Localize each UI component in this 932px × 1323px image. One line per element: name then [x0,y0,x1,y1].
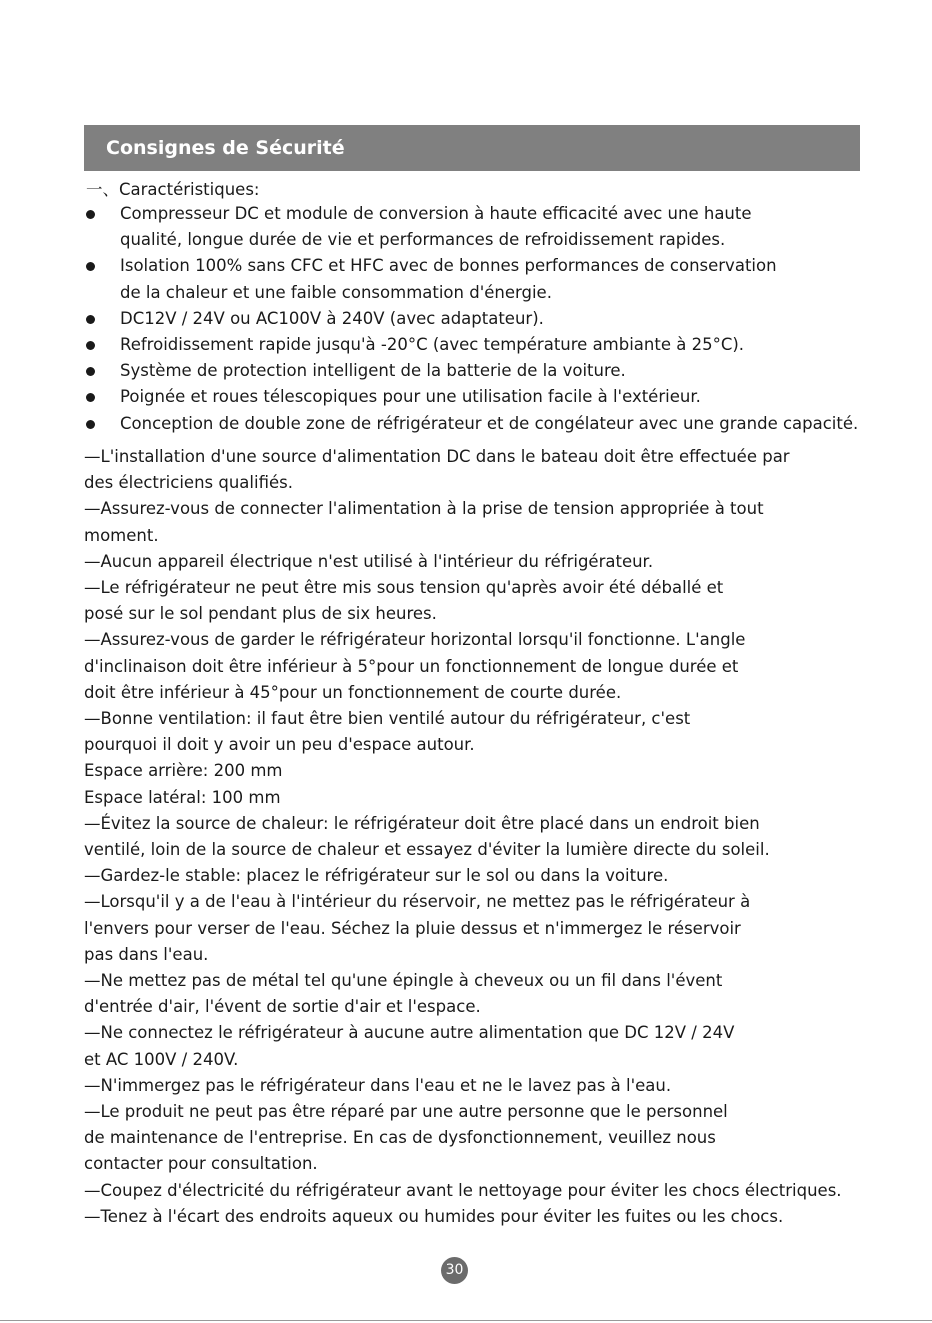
bullet-dot-icon [86,262,95,271]
bullet-dot-icon [86,315,95,324]
section-header-bar [84,125,860,171]
safety-instructions [84,444,842,1230]
instruction-text-line: —Ne mettez pas de métal tel qu'une épingle à cheveux ou un fil dans l'évent [84,971,723,991]
page-title: Consignes de Sécurité [106,137,345,159]
instruction-text-line: d'inclinaison doit être inférieur à 5°pour un fonctionnement de longue durée et [84,656,739,676]
instruction-text-line: posé sur le sol pendant plus de six heures. [84,604,437,624]
bullet-dot-icon [86,210,95,219]
feature-text-line: Poignée et roues télescopiques pour une utilisation facile à l'extérieur. [120,387,701,407]
feature-text-line: Refroidissement rapide jusqu'à -20°C (avec température ambiante à 25°C). [120,335,745,355]
instruction-text-line: —Tenez à l'écart des endroits aqueux ou humides pour éviter les fuites ou les chocs. [84,1206,784,1226]
instruction-text-line: Espace latéral: 100 mm [84,787,281,807]
instruction-text-line: de maintenance de l'entreprise. En cas de dysfonctionnement, veuillez nous [84,1128,716,1148]
instruction-text-line: —Le réfrigérateur ne peut être mis sous tension qu'après avoir été déballé et [84,578,724,598]
feature-bullet-item [86,253,858,305]
bullet-dot-icon [86,420,95,429]
feature-text-line: Isolation 100% sans CFC et HFC avec de bonnes performances de conservation [120,256,777,276]
bullet-dot-icon [86,367,95,376]
features-list [86,201,858,437]
feature-bullet-item [86,306,858,332]
feature-text-line: DC12V / 24V ou AC100V à 240V (avec adaptateur). [120,308,544,328]
feature-text-line: Système de protection intelligent de la batterie de la voiture. [120,361,626,381]
instruction-text-line: —Évitez la source de chaleur: le réfrigérateur doit être placé dans un endroit bien [84,813,760,833]
instruction-text-line: —Assurez-vous de connecter l'alimentation à la prise de tension appropriée à tout [84,499,764,519]
instruction-text-line: —L'installation d'une source d'alimentation DC dans le bateau doit être effectuée par [84,447,790,466]
instruction-text-line: —Coupez d'électricité du réfrigérateur avant le nettoyage pour éviter les chocs électriques. [84,1180,842,1200]
page-number-badge: 30 [441,1257,468,1284]
instruction-text-line: et AC 100V / 240V. [84,1049,239,1069]
instruction-text-line: —Bonne ventilation: il faut être bien ventilé autour du réfrigérateur, c'est [84,709,691,729]
feature-bullet-item [86,358,858,384]
instruction-text-line: Espace arrière: 200 mm [84,761,283,781]
feature-text-line: qualité, longue durée de vie et performances de refroidissement rapides. [120,230,726,250]
instruction-text-line: —Lorsqu'il y a de l'eau à l'intérieur du réservoir, ne mettez pas le réfrigérateur à [84,892,751,912]
bullet-dot-icon [86,341,95,350]
feature-bullet-item [86,201,858,253]
bottom-divider [0,1320,932,1321]
instruction-text-line: —Le produit ne peut pas être réparé par une autre personne que le personnel [84,1102,728,1122]
instruction-text-line: —Ne connectez le réfrigérateur à aucune autre alimentation que DC 12V / 24V [84,1023,735,1043]
feature-text-line: Conception de double zone de réfrigérateur et de congélateur avec une grande capacité. [120,413,859,433]
bullet-dot-icon [86,393,95,402]
instruction-text-line: —N'immergez pas le réfrigérateur dans l'eau et ne le lavez pas à l'eau. [84,1075,672,1095]
instruction-text-line: —Aucun appareil électrique n'est utilisé à l'intérieur du réfrigérateur. [84,551,654,571]
instruction-text-line: pas dans l'eau. [84,944,209,964]
feature-bullet-item [86,384,858,410]
instruction-text-line: l'envers pour verser de l'eau. Séchez la pluie dessus et n'immergez le réservoir [84,918,741,938]
instruction-text-line: doit être inférieur à 45°pour un fonctionnement de courte durée. [84,682,622,702]
instruction-text-line: des électriciens qualifiés. [84,473,293,493]
instruction-text-line: contacter pour consultation. [84,1154,318,1174]
instruction-text-line: pourquoi il doit y avoir un peu d'espace autour. [84,735,475,755]
feature-bullet-item [86,332,858,358]
instruction-text-line: —Gardez-le stable: placez le réfrigérateur sur le sol ou dans la voiture. [84,866,669,886]
instruction-text-line: moment. [84,525,159,545]
instruction-text-line: d'entrée d'air, l'évent de sortie d'air et l'espace. [84,997,481,1017]
feature-text-line: de la chaleur et une faible consommation d'énergie. [120,282,552,302]
instruction-text-line: —Assurez-vous de garder le réfrigérateur horizontal lorsqu'il fonctionne. L'angle [84,630,746,650]
features-heading: 一、Caractéristiques: [86,180,260,199]
instruction-text-line: ventilé, loin de la source de chaleur et essayez d'éviter la lumière directe du soleil. [84,840,770,860]
feature-text-line: Compresseur DC et module de conversion à haute efficacité avec une haute [120,204,752,223]
feature-bullet-item [86,411,858,437]
